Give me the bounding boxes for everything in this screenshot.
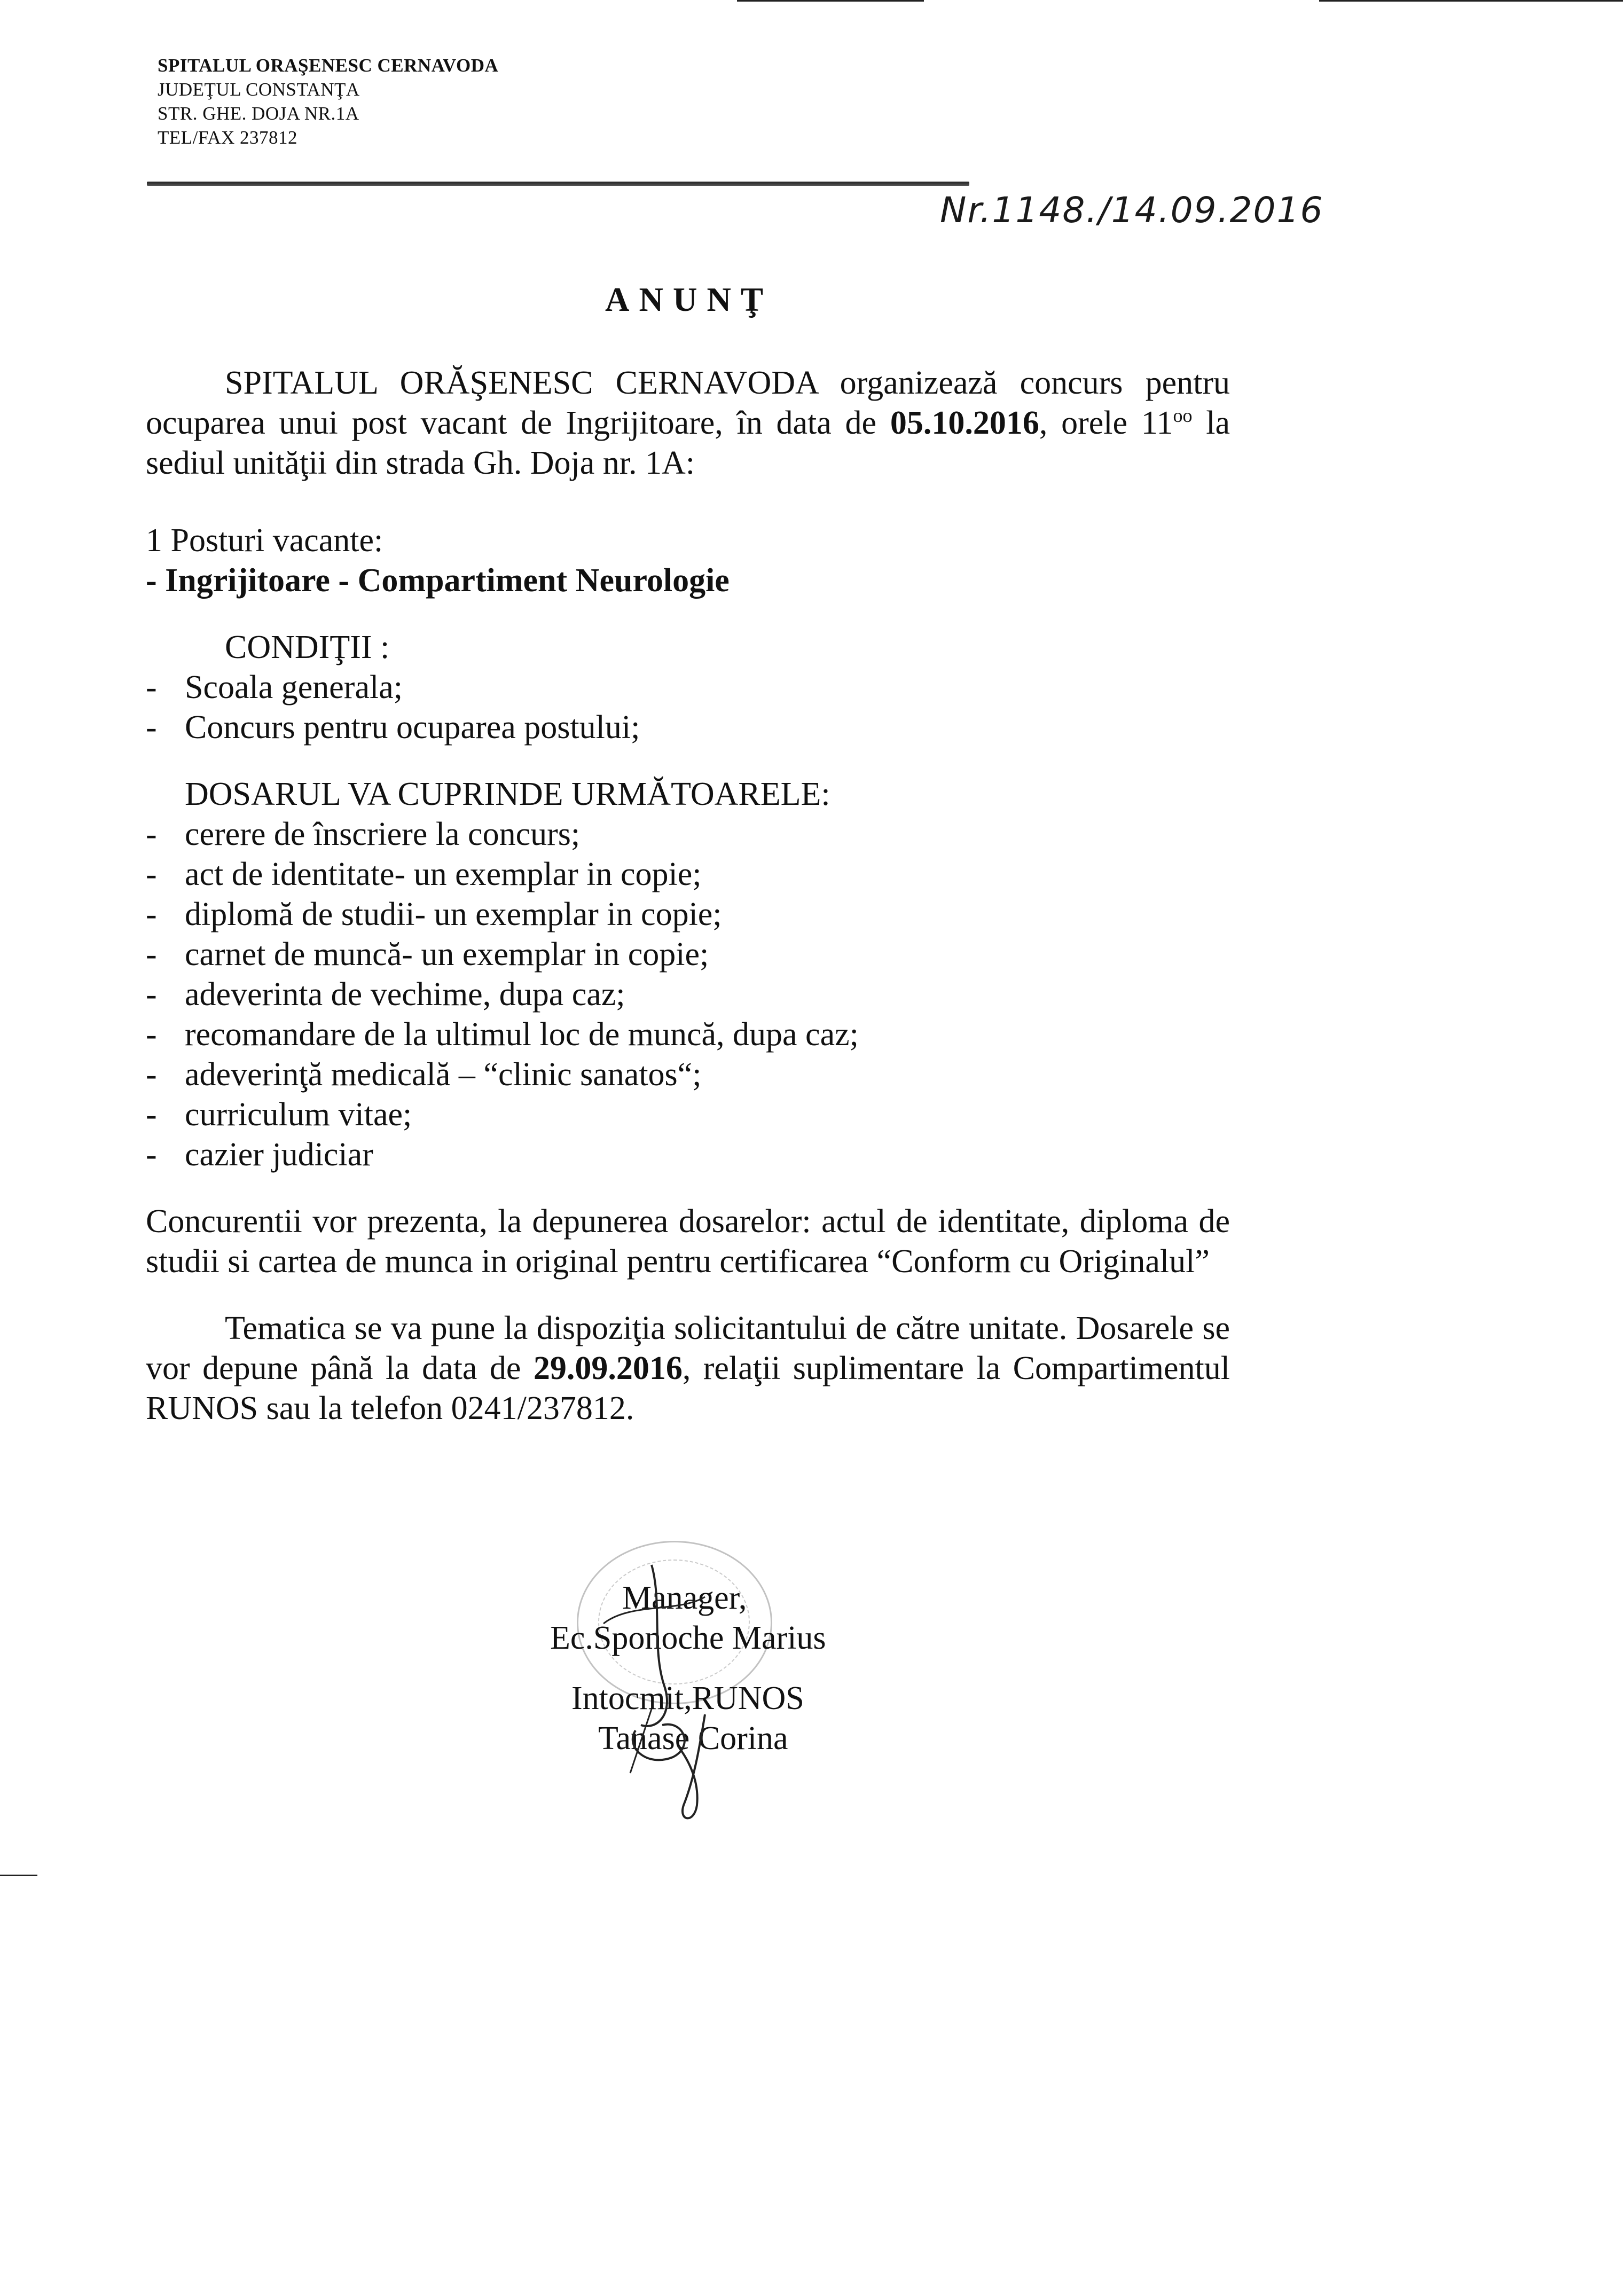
- closing-paragraph: [146, 1308, 1230, 1429]
- vacancies-heading: 1 Posturi vacante:: [146, 522, 383, 559]
- list-item: - recomandare de la ultimul loc de muncă, dupa caz;: [146, 1016, 859, 1053]
- closing-contact: , relaţii suplimentare la Compartimentul RUNOS sau la telefon 0241/237812.: [146, 1350, 1230, 1427]
- scan-mark-top: [737, 0, 924, 2]
- closing-text: Tematica se va pune la dispoziţia solicitantului de către unitate. Dosarele se vor depune până la data de: [146, 1310, 1230, 1386]
- intro-time: , orele 11: [1039, 405, 1173, 441]
- document-body: [146, 363, 1230, 1429]
- scan-mark-top-right: [1319, 0, 1623, 2]
- handwritten-signature: [571, 1554, 796, 1832]
- institution-name: SPITALUL ORAŞENESC CERNAVODA: [158, 55, 499, 76]
- scan-mark-left: [0, 1875, 37, 1876]
- prepared-by: Intocmit,RUNOS: [571, 1680, 804, 1717]
- intro-location: la sediul unităţii din strada Gh. Doja nr. 1A:: [146, 405, 1230, 481]
- list-item: - curriculum vitae;: [146, 1096, 412, 1133]
- street-line: STR. GHE. DOJA NR.1A: [158, 103, 359, 124]
- list-item: - diplomă de studii- un exemplar in copie;: [146, 896, 722, 932]
- list-item: - carnet de muncă- un exemplar in copie;: [146, 936, 709, 973]
- list-item: - act de identitate- un exemplar in copie;: [146, 856, 702, 892]
- intro-paragraph: [146, 363, 1230, 483]
- contest-date: 05.10.2016: [890, 405, 1039, 441]
- header-rule: [147, 182, 969, 186]
- deadline-date: 29.09.2016: [533, 1350, 683, 1386]
- dossier-list: [146, 814, 1230, 1175]
- vacant-position: - Ingrijitoare - Compartiment Neurologie: [146, 562, 730, 599]
- prepared-name: Tanase Corina: [598, 1720, 788, 1757]
- registration-number: Nr.1148./14.09.2016: [940, 190, 1324, 231]
- conditions-heading: CONDIŢII :: [225, 629, 390, 665]
- county-line: JUDEŢUL CONSTANŢA: [158, 79, 360, 100]
- list-item: - cazier judiciar: [146, 1137, 373, 1173]
- originals-note: Concurentii vor prezenta, la depunerea dosarelor: actul de identitate, diploma de studii si cartea de munca in original pentru certificarea “Conform cu Originalul”: [146, 1203, 1230, 1280]
- list-item: - Scoala generala;: [146, 669, 403, 706]
- conditions-list: [146, 668, 1230, 748]
- list-item: - Concurs pentru ocuparea postului;: [146, 709, 640, 746]
- intro-text: SPITALUL ORĂŞENESC CERNAVODA organizează concurs pentru ocuparea unui post vacant de Ingrijitoare, în data de: [146, 365, 1230, 441]
- document-title: ANUNŢ: [605, 281, 773, 318]
- list-item: - adeverinta de vechime, dupa caz;: [146, 976, 625, 1013]
- time-superscript: oo: [1173, 405, 1193, 426]
- list-item: - cerere de înscriere la concurs;: [146, 816, 581, 852]
- dossier-heading: DOSARUL VA CUPRINDE URMĂTOARELE:: [185, 776, 830, 812]
- list-item: - adeverinţă medicală – “clinic sanatos“;: [146, 1056, 702, 1093]
- phone-line: TEL/FAX 237812: [158, 127, 298, 148]
- manager-title: Manager,: [622, 1580, 747, 1616]
- manager-name: Ec.Sponoche Marius: [550, 1620, 826, 1656]
- letterhead: [158, 53, 498, 150]
